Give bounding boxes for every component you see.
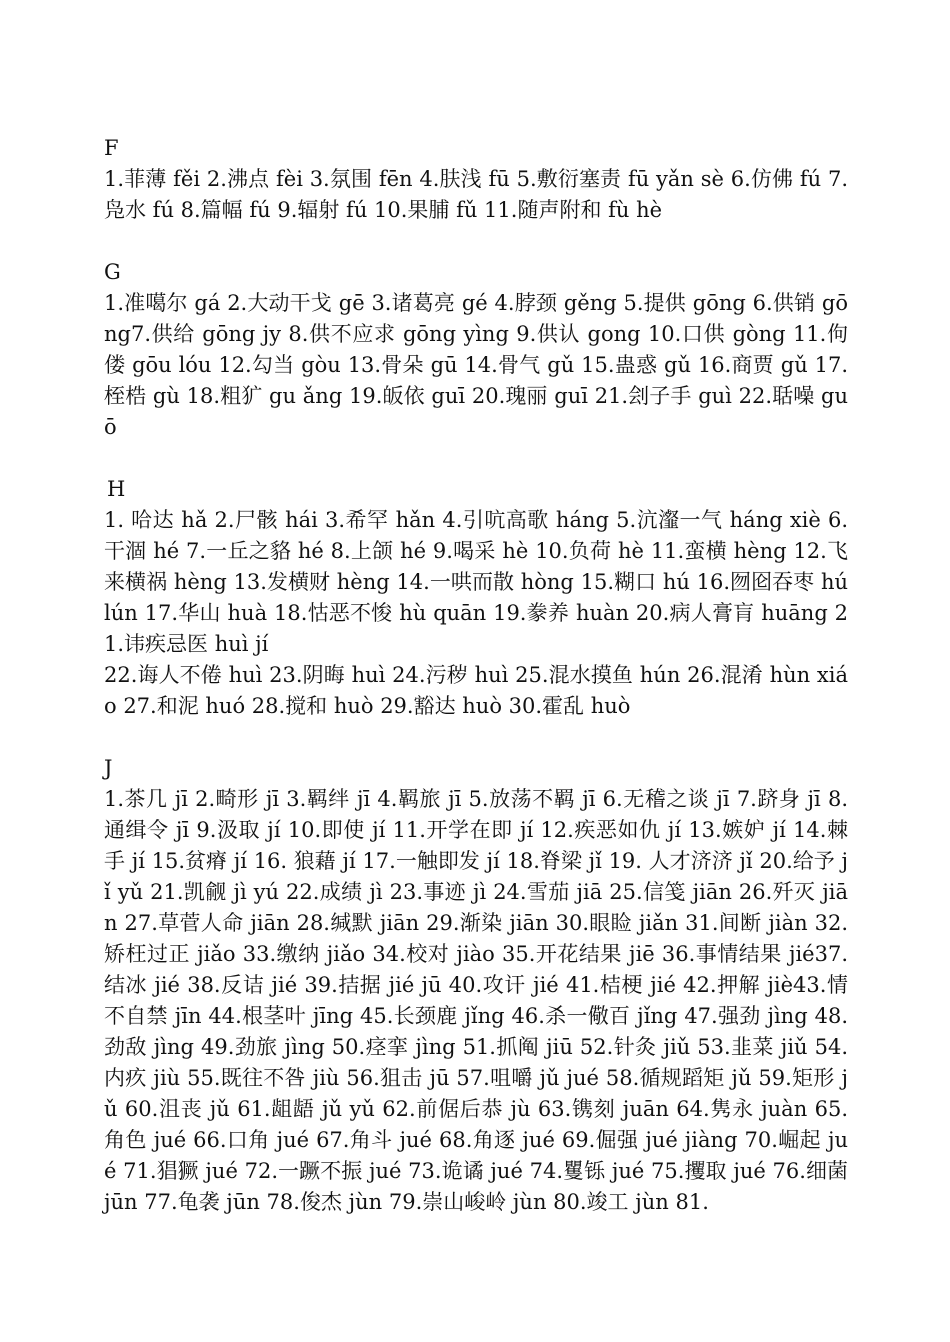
- section-heading: G: [104, 260, 121, 284]
- word-list-paragraph: 1. 哈达 hǎ 2.尸骸 hái 3.希罕 hǎn 4.引吭高歌 háng 5.沆瀣一气 háng xiè 6.干涸 hé 7.一丘之貉 hé 8.上颌 hé 9.喝采 hè 10.负荷 hè 11.蛮横 hèng 12.飞来横祸 hèng 13.发横财 hèng 14.一哄而散 hòng 15.糊口 hú 16.囫囵吞枣 hú lún 17.华山 huà 18.怙恶不悛 hù quān 19.豢养 huàn 20.病人膏肓 huāng 21.讳疾忌医 huì jí: [104, 508, 848, 656]
- document-page: [104, 133, 848, 1249]
- word-list-paragraph: 1.菲薄 fěi 2.沸点 fèi 3.氛围 fēn 4.肤浅 fū 5.敷衍塞责 fū yǎn sè 6.仿佛 fú 7.凫水 fú 8.篇幅 fú 9.辐射 fú 10.果脯 fǔ 11.随声附和 fù hè: [104, 167, 848, 222]
- word-list-paragraph: 1.准噶尔 gá 2.大动干戈 gē 3.诸葛亮 gé 4.脖颈 gěng 5.提供 gōng 6.供销 gōng7.供给 gōng jy 8.供不应求 gōng yìng 9.供认 gong 10.口供 gòng 11.佝偻 gōu lóu 12.勾当 gòu 13.骨朵 gū 14.骨气 gǔ 15.蛊惑 gǔ 16.商贾 gǔ 17.桎梏 gù 18.粗犷 gu ǎng 19.皈依 guī 20.瑰丽 guī 21.刽子手 guì 22.聒噪 guō: [104, 291, 848, 439]
- section-heading: H: [107, 477, 126, 501]
- section-heading: F: [104, 136, 119, 160]
- section-heading: J: [104, 756, 113, 780]
- section-g: [104, 257, 848, 443]
- word-list-paragraph: 1.茶几 jī 2.畸形 jī 3.羁绊 jī 4.羁旅 jī 5.放荡不羁 jī 6.无稽之谈 jī 7.跻身 jī 8.通缉令 jī 9.汲取 jí 10.即使 jí 11.开学在即 jí 12.疾恶如仇 jí 13.嫉妒 jí 14.棘手 jí 15.贫瘠 jí 16. 狼藉 jí 17.一触即发 jí 18.脊梁 jǐ 19. 人才济济 jǐ 20.给予 jǐ yǔ 21.凯觎 jì yú 22.成绩 jì 23.事迹 jì 24.雪茄 jiā 25.信笺 jiān 26.歼灭 jiān 27.草菅人命 jiān 28.缄默 jiān 29.渐染 jiān 30.眼睑 jiǎn 31.间断 jiàn 32.矫枉过正 jiǎo 33.缴纳 jiǎo 34.校对 jiào 35.开花结果 jiē 36.事情结果 jié37.结冰 jié 38.反诘 jié 39.拮据 jié jū 40.攻讦 jié 41.桔梗 jié 42.押解 jiè43.情不自禁 jīn 44.根茎叶 jīng 45.长颈鹿 jǐng 46.杀一儆百 jǐng 47.强劲 jìng 48.劲敌 jìng 49.劲旅 jìng 50.痉挛 jìng 51.抓阄 jiū 52.针灸 jiǔ 53.韭菜 jiǔ 54.内疚 jiù 55.既往不咎 jiù 56.狙击 jū 57.咀嚼 jǔ jué 58.循规蹈矩 jǔ 59.矩形 jǔ 60.沮丧 jǔ 61.龃龉 jǔ yǔ 62.前倨后恭 jù 63.镌刻 juān 64.隽永 juàn 65.角色 jué 66.口角 jué 67.角斗 jué 68.角逐 jué 69.倔强 jué jiàng 70.崛起 jué 71.猖獗 jué 72.一蹶不振 jué 73.诡谲 jué 74.矍铄 jué 75.攫取 jué 76.细菌 jūn 77.龟袭 jūn 78.俊杰 jùn 79.崇山峻岭 jùn 80.竣工 jùn 81.: [104, 787, 848, 1214]
- section-h: [104, 474, 848, 722]
- word-list-paragraph: 22.诲人不倦 huì 23.阴晦 huì 24.污秽 huì 25.混水摸鱼 hún 26.混淆 hùn xiáo 27.和泥 huó 28.搅和 huò 29.豁达 huò 30.霍乱 huò: [104, 663, 848, 718]
- section-j: [104, 753, 848, 1218]
- section-f: [104, 133, 848, 226]
